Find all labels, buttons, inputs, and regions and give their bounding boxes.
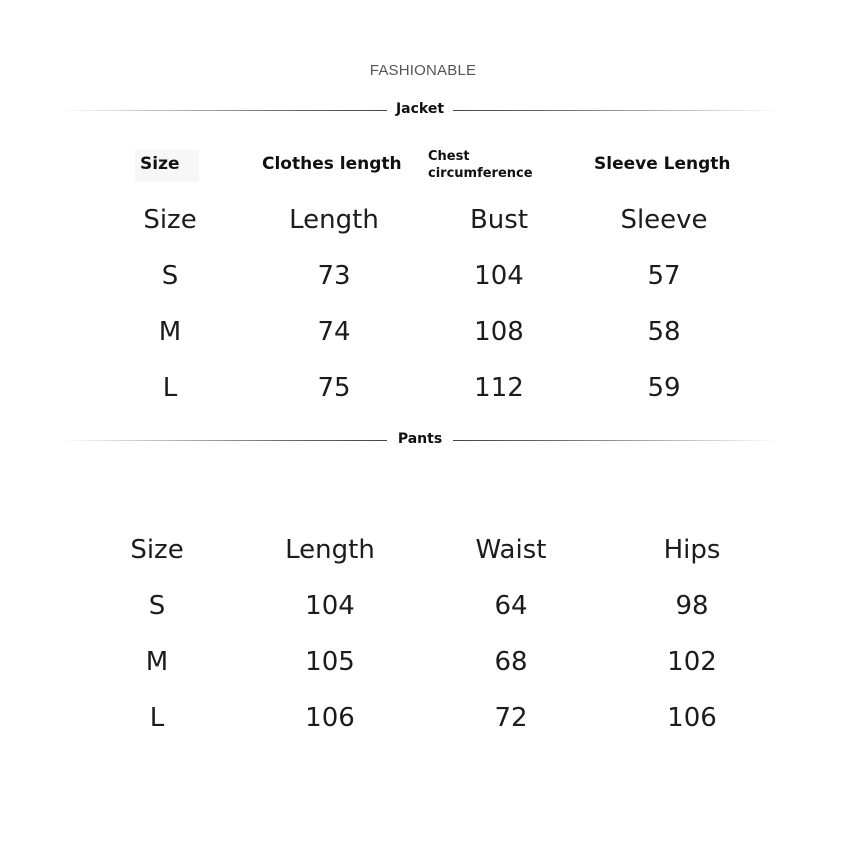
divider-line-right	[453, 440, 780, 441]
jacket-column-header: Size	[143, 205, 197, 235]
jacket-table-cell: 57	[647, 261, 681, 291]
jacket-table-cell: 112	[474, 373, 524, 403]
pants-column-header: Length	[285, 535, 375, 565]
pants-table-cell: 102	[667, 647, 717, 677]
pants-table-cell: S	[148, 591, 166, 621]
jacket-table-cell: M	[158, 317, 182, 347]
pants-table-cell: M	[145, 647, 169, 677]
pants-column-header: Hips	[663, 535, 721, 565]
jacket-table-cell: L	[162, 373, 178, 403]
jacket-header-size: Size	[140, 154, 180, 174]
pants-table-cell: 72	[494, 703, 528, 733]
jacket-table-cell: S	[161, 261, 179, 291]
pants-table-cell: 68	[494, 647, 528, 677]
pants-table-cell: 104	[305, 591, 355, 621]
pants-table-cell: 106	[667, 703, 717, 733]
jacket-header-clothes-length: Clothes length	[262, 154, 402, 174]
jacket-column-header: Bust	[469, 205, 529, 235]
pants-table-cell: 98	[675, 591, 709, 621]
divider-line-right	[453, 110, 780, 111]
jacket-table-cell: 58	[647, 317, 681, 347]
brand-title: FASHIONABLE	[369, 62, 477, 79]
pants-column-header: Size	[130, 535, 184, 565]
jacket-header-sleeve-length: Sleeve Length	[594, 154, 731, 174]
jacket-table-cell: 75	[317, 373, 351, 403]
pants-section-divider	[60, 428, 780, 452]
pants-table-cell: 105	[305, 647, 355, 677]
jacket-table-cell: 108	[474, 317, 524, 347]
jacket-table-cell: 73	[317, 261, 351, 291]
jacket-column-header: Length	[289, 205, 379, 235]
jacket-table-cell: 104	[474, 261, 524, 291]
pants-table-cell: L	[149, 703, 165, 733]
divider-line-left	[60, 440, 387, 441]
jacket-table-cell: 74	[317, 317, 351, 347]
pants-section-label: Pants	[397, 431, 443, 447]
jacket-table-cell: 59	[647, 373, 681, 403]
jacket-column-header: Sleeve	[620, 205, 708, 235]
pants-table-cell: 106	[305, 703, 355, 733]
jacket-section-divider	[60, 98, 780, 122]
jacket-section-label: Jacket	[395, 101, 445, 117]
pants-column-header: Waist	[475, 535, 547, 565]
divider-line-left	[60, 110, 387, 111]
pants-table-cell: 64	[494, 591, 528, 621]
jacket-header-chest-circumference: Chest circumference	[428, 149, 533, 181]
